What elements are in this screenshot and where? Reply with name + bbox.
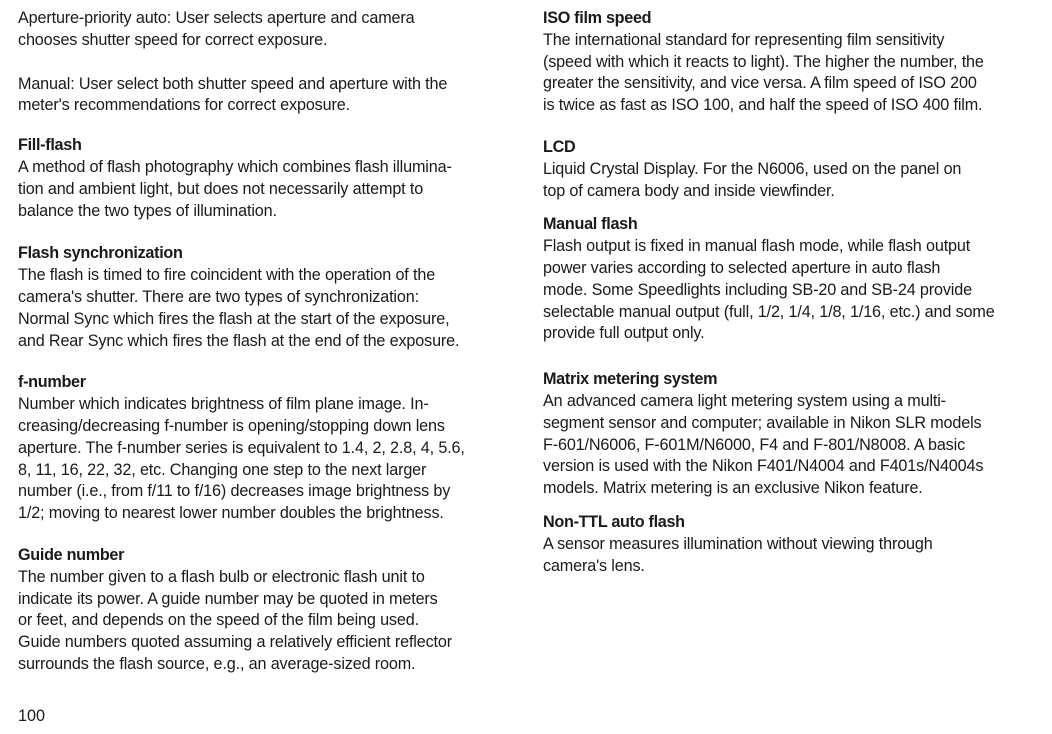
text-line: selectable manual output (full, 1/2, 1/4, 1/8, 1/16, etc.) and some — [543, 302, 995, 321]
text-line: A sensor measures illumination without viewing through — [543, 534, 933, 553]
text-line: The international standard for representing film sensitivity — [543, 30, 945, 49]
text-line: provide full output only. — [543, 324, 705, 343]
text-line: The flash is timed to fire coincident with the operation of the — [18, 266, 436, 285]
text-line: A method of flash photography which combines flash illumina- — [18, 157, 452, 176]
entry-f-number — [18, 372, 514, 525]
text-line: Number which indicates brightness of film plane image. In- — [18, 395, 429, 414]
text-line: The number given to a flash bulb or electronic flash unit to — [18, 567, 425, 586]
term-heading: Flash synchronization — [18, 244, 183, 263]
text-line: greater the sensitivity, and vice versa. A film speed of ISO 200 — [543, 74, 977, 93]
entry-flash-synchronization — [18, 243, 514, 352]
text-line: camera's shutter. There are two types of synchronization: — [18, 287, 419, 306]
entry-definition — [543, 391, 1041, 500]
text-line: 8, 11, 16, 22, 32, etc. Changing one step to the next larger — [18, 460, 427, 479]
entry-fill-flash — [18, 135, 514, 222]
text-line: Aperture-priority auto: User selects aperture and camera — [18, 9, 415, 27]
entry-definition — [543, 159, 1041, 203]
text-line: surrounds the flash source, e.g., an average-sized room. — [18, 654, 416, 673]
text-line: top of camera body and inside viewfinder. — [543, 181, 835, 200]
text-line: or feet, and depends on the speed of the film being used. — [18, 611, 419, 630]
entry-definition — [543, 236, 1041, 345]
entry-definition — [18, 265, 514, 352]
text-line: segment sensor and computer; available in Nikon SLR models — [543, 413, 982, 432]
entry-definition — [18, 157, 514, 222]
term-heading: Manual flash — [543, 215, 638, 234]
term-heading: Guide number — [18, 545, 125, 564]
text-line: chooses shutter speed for correct exposure. — [18, 30, 328, 49]
term-heading: LCD — [543, 137, 576, 156]
text-line: version is used with the Nikon F401/N4004 and F401s/N4004s — [543, 457, 984, 476]
term-heading: ISO film speed — [543, 9, 652, 27]
text-line: An advanced camera light metering system using a multi- — [543, 391, 946, 410]
text-line: Flash output is fixed in manual flash mode, while flash output — [543, 237, 971, 256]
text-line: tion and ambient light, but does not necessarily attempt to — [18, 179, 424, 198]
entry-non-ttl-auto-flash — [543, 512, 1041, 577]
entry-definition — [18, 567, 514, 676]
entry-definition — [18, 394, 514, 525]
entry-manual-flash — [543, 214, 1041, 345]
text-line: Normal Sync which fires the flash at the start of the exposure, — [18, 309, 450, 328]
entry-manual-mode — [18, 74, 514, 118]
text-line: meter's recommendations for correct exposure. — [18, 96, 350, 115]
text-line: F-601/N6006, F-601M/N6000, F4 and F-801/N8008. A basic — [543, 435, 966, 454]
entry-definition — [543, 30, 1041, 117]
term-heading: Matrix metering system — [543, 370, 718, 389]
text-line: aperture. The f-number series is equivalent to 1.4, 2, 2.8, 4, 5.6, — [18, 438, 465, 457]
text-line: indicate its power. A guide number may be quoted in meters — [18, 589, 438, 608]
entry-matrix-metering — [543, 369, 1041, 500]
page-number: 100 — [18, 707, 46, 725]
entry-lcd — [543, 137, 1041, 202]
text-line: creasing/decreasing f-number is opening/stopping down lens — [18, 416, 445, 435]
entry-definition — [18, 8, 514, 52]
term-heading: Fill-flash — [18, 136, 82, 155]
entry-definition — [543, 534, 1041, 578]
text-line: Guide numbers quoted assuming a relatively efficient reflector — [18, 633, 452, 652]
term-heading: f-number — [18, 373, 86, 392]
text-line: 1/2; moving to nearest lower number doubles the brightness. — [18, 504, 444, 523]
entry-aperture-priority — [18, 8, 514, 52]
text-line: is twice as fast as ISO 100, and half the speed of ISO 400 film. — [543, 96, 983, 115]
text-line: models. Matrix metering is an exclusive Nikon feature. — [543, 479, 923, 498]
text-line: Liquid Crystal Display. For the N6006, used on the panel on — [543, 159, 962, 178]
entry-iso-film-speed — [543, 8, 1041, 117]
entry-guide-number — [18, 545, 514, 676]
text-line: balance the two types of illumination. — [18, 201, 277, 220]
left-column — [18, 8, 514, 676]
text-line: Manual: User select both shutter speed and aperture with the — [18, 74, 448, 93]
term-heading: Non-TTL auto flash — [543, 512, 685, 531]
text-line: power varies according to selected aperture in auto flash — [543, 258, 941, 277]
text-line: (speed with which it reacts to light). The higher the number, the — [543, 52, 984, 71]
text-line: and Rear Sync which fires the flash at the end of the exposure. — [18, 331, 460, 350]
text-line: mode. Some Speedlights including SB-20 and SB-24 provide — [543, 280, 972, 299]
right-column — [543, 8, 1041, 577]
entry-definition — [18, 74, 514, 118]
text-line: camera's lens. — [543, 556, 645, 575]
text-line: number (i.e., from f/11 to f/16) decreases image brightness by — [18, 482, 451, 501]
